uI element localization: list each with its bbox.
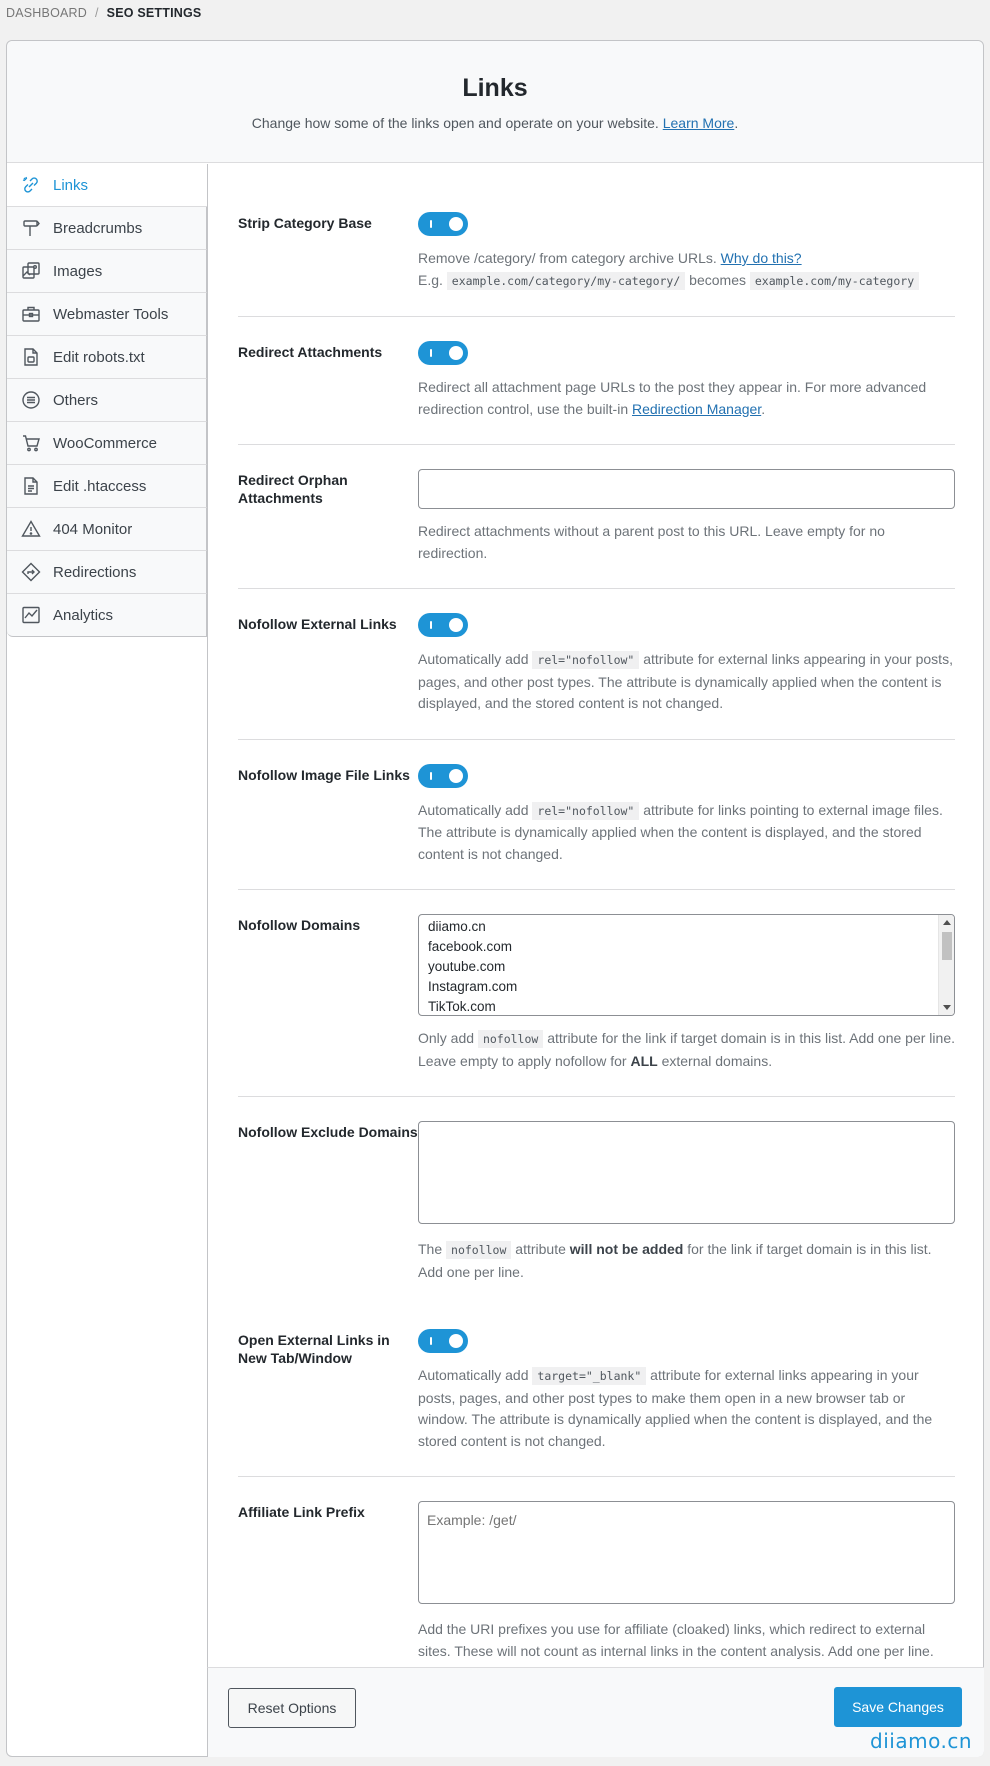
code-example: example.com/category/my-category/ [447,272,685,290]
domains-list [419,914,954,1016]
breadcrumb-current: SEO SETTINGS [106,6,202,20]
setting-label: Redirect Attachments [238,344,383,360]
code-example: rel="nofollow" [532,651,639,669]
toggle-knob [449,1334,463,1348]
setting-label: Nofollow Exclude Domains [238,1124,418,1140]
settings-panel [6,40,984,1757]
sidebar-item-others[interactable] [7,379,207,422]
settings-footer [207,1667,984,1757]
reset-options-button[interactable]: Reset Options [228,1688,356,1728]
sidebar-item-redirections[interactable] [7,551,207,594]
sidebar-item-edit-robots[interactable] [7,336,207,379]
setting-nofollow-image [238,740,955,891]
scroll-down-icon[interactable] [943,1005,951,1010]
code-example: target="_blank" [532,1367,646,1385]
scroll-up-icon[interactable] [943,920,951,925]
setting-description: Automatically add target="_blank" attribute for external links appearing in your posts, pages, and other post types to make them open in a new browser tab or window. The attribute is dynamically applied when the content is displayed, and the stored content is not changed. [418,1367,933,1449]
sidebar-item-404-monitor[interactable] [7,508,207,551]
nofollow-exclude-textarea[interactable] [418,1121,955,1224]
domain-line: diiamo.cn [428,919,486,934]
setting-label: Nofollow External Links [238,616,397,632]
sidebar-item-webmaster-tools[interactable] [7,293,207,336]
images-icon [21,261,41,281]
nofollow-image-toggle[interactable] [418,764,468,788]
setting-description: Only add nofollow attribute for the link if target domain is in this list. Add one per line. Leave empty to apply nofollow for ALL external domains. [418,1030,955,1069]
setting-nofollow-exclude [238,1097,955,1307]
setting-redirect-attachments [238,317,955,445]
analytics-icon [21,605,41,625]
code-example: nofollow [446,1241,511,1259]
panel-header [7,41,983,163]
scroll-thumb[interactable] [942,932,952,960]
settings-content [207,164,984,1667]
domain-line: youtube.com [428,959,506,974]
sidebar-item-label: Others [53,391,99,409]
textarea-scrollbar[interactable] [938,915,954,1015]
sidebar-item-label: Edit robots.txt [53,348,145,366]
nofollow-external-toggle[interactable] [418,613,468,637]
setting-affiliate-prefix [238,1477,955,1686]
setting-description: Automatically add rel="nofollow" attribute for links pointing to external image files. The attribute is dynamically applied when the content is displayed, and the stored content is not changed. [418,801,943,862]
page-description-text: Change how some of the links open and operate on your website. [251,115,659,131]
sidebar-item-label: Analytics [53,606,114,624]
sidebar-item-images[interactable] [7,250,207,293]
sidebar-item-label: Breadcrumbs [53,219,143,237]
link-icon [21,175,41,195]
htaccess-file-icon [21,476,41,496]
toggle-knob [449,769,463,783]
redirect-orphan-input[interactable] [418,469,955,509]
setting-label: Nofollow Image File Links [238,766,410,783]
setting-nofollow-domains [238,890,955,1097]
domain-line: TikTok.com [428,999,496,1014]
settings-sidebar [7,164,207,637]
breadcrumb [6,6,201,20]
setting-label: Open External Links in New Tab/Window [238,1332,390,1367]
setting-open-external [238,1307,955,1477]
sidebar-item-label: Links [53,176,89,194]
sidebar-item-woocommerce[interactable] [7,422,207,465]
code-example: nofollow [478,1030,543,1048]
setting-description: Automatically add rel="nofollow" attribute for external links appearing in your posts, pages, and other post types. The attribute is dynamically applied when the content is displayed, and the stored content is not changed. [418,651,953,711]
list-circle-icon [21,390,41,410]
signpost-icon [21,218,41,238]
setting-strip-category-base [238,184,955,317]
page-title: Links [462,74,528,102]
toggle-knob [449,217,463,231]
open-external-toggle[interactable] [418,1329,468,1353]
code-example: example.com/my-category [750,272,919,290]
sidebar-item-breadcrumbs[interactable] [7,207,207,250]
setting-description: The nofollow attribute will not be added for the link if target domain is in this list. Add one per line. [418,1241,932,1280]
setting-label: Affiliate Link Prefix [238,1504,365,1520]
domain-line: facebook.com [428,939,513,954]
toggle-knob [449,618,463,632]
code-example: rel="nofollow" [532,802,639,820]
breadcrumb-dashboard[interactable]: DASHBOARD [6,6,87,20]
setting-nofollow-external [238,589,955,740]
setting-redirect-orphan [238,445,955,589]
sidebar-item-label: Images [53,262,103,280]
nofollow-domains-textarea[interactable] [418,914,955,1016]
cart-icon [21,433,41,453]
watermark: diiamo.cn [870,1729,972,1753]
domain-line: Instagram.com [428,979,518,994]
page-description: Change how some of the links open and operate on your website. Learn More. [251,115,739,131]
sidebar-item-label: WooCommerce [53,434,157,452]
setting-description: Redirect all attachment page URLs to the post they appear in. For more advanced redirection control, use the built-in Redirection Manager. [418,379,927,417]
sidebar-item-label: Edit .htaccess [53,477,147,495]
toggle-knob [449,346,463,360]
why-do-this-link[interactable]: Why do this? [720,250,802,266]
setting-label: Nofollow Domains [238,917,361,933]
sidebar-item-analytics[interactable] [7,594,207,637]
redirection-manager-link[interactable]: Redirection Manager [632,400,762,417]
redirect-attachments-toggle[interactable] [418,341,468,365]
setting-description: Add the URI prefixes you use for affiliate (cloaked) links, which redirect to external sites. These will not count as internal links in the content analysis. Add one per line. [418,1621,934,1659]
sidebar-item-edit-htaccess[interactable] [7,465,207,508]
sidebar-item-label: 404 Monitor [53,520,133,538]
sidebar-item-label: Webmaster Tools [53,305,169,323]
warning-icon [21,519,41,539]
setting-description: Remove /category/ from category archive URLs. Why do this? E.g. example.com/category/my-category/ becomes example.com/my-category [418,248,955,292]
toolbox-icon [21,304,41,324]
save-changes-button[interactable]: Save Changes [834,1687,962,1727]
robots-file-icon [21,347,41,367]
redirect-icon [21,562,41,582]
sidebar-item-label: Redirections [53,563,137,581]
setting-label: Redirect Orphan Attachments [238,472,348,507]
setting-description: Redirect attachments without a parent post to this URL. Leave empty for no redirection. [418,523,885,561]
breadcrumb-separator: / [94,6,99,20]
setting-label: Strip Category Base [238,215,372,231]
strip-category-toggle[interactable] [418,212,468,236]
sidebar-item-links[interactable] [7,164,207,207]
affiliate-prefix-textarea[interactable] [418,1501,955,1604]
learn-more-link[interactable]: Learn More [662,115,735,131]
